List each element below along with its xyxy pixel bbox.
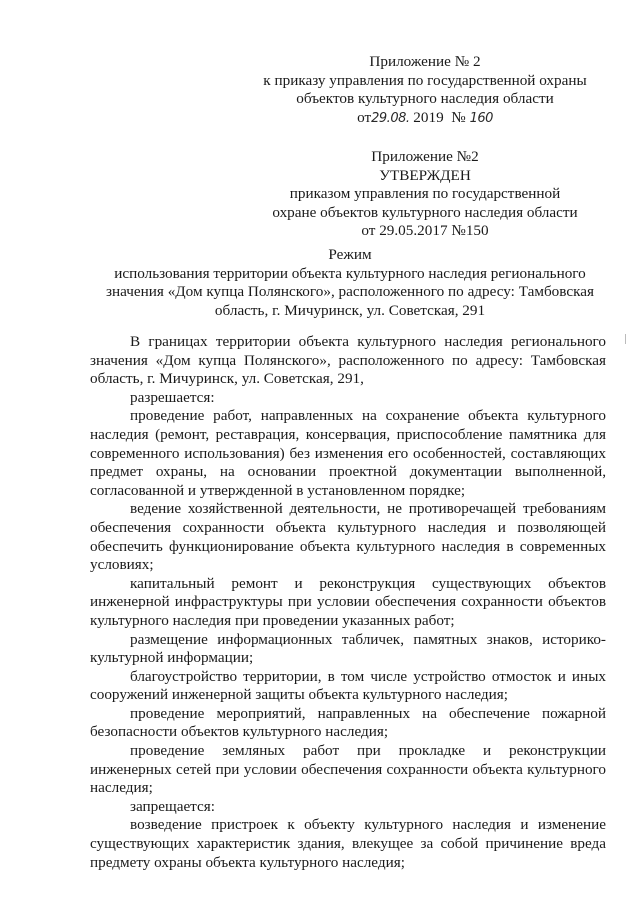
annex-title: Приложение № 2: [369, 53, 481, 70]
body-paragraph: ведение хозяйственной деятельности, не противоречащей требованиям обеспечения сохранности объекта культурного наследия и позволяющей обеспечить функционирование объекта культурного наследия в современных условиях;: [90, 500, 606, 574]
body-paragraph: проведение мероприятий, направленных на обеспечение пожарной безопасности объектов культурного наследия;: [90, 704, 606, 741]
body-paragraph: капитальный ремонт и реконструкция существующих объектов инженерной инфраструктуры при условии обеспечения сохранности объектов культурного наследия при проведении указанных работ;: [90, 574, 606, 629]
number-prefix: №: [451, 108, 466, 126]
annex-order-line: к приказу управления по государственной охраны: [263, 71, 587, 89]
annex-header-approved: [240, 148, 610, 241]
body-paragraph: благоустройство территории, в том числе устройство отмосток и иных сооружений инженерной защиты объекта культурного наследия;: [90, 667, 606, 704]
document-title: [95, 246, 605, 320]
annex-order-line: объектов культурного наследия области: [296, 90, 554, 108]
annex-date-line: [240, 109, 610, 129]
body-paragraph: размещение информационных табличек, памятных знаков, историко-культурной информации;: [90, 630, 606, 667]
annex-title: Приложение №2: [371, 148, 479, 165]
title-line: использования территории объекта культурного наследия регионального: [114, 264, 586, 282]
document-body: [90, 333, 606, 872]
year: 2019: [413, 108, 444, 126]
date-prefix: от: [357, 108, 372, 126]
approved-by-line: приказом управления по государственной: [289, 185, 561, 203]
section-label-forbidden: запрещается:: [130, 797, 215, 815]
body-paragraph: проведение земляных работ при прокладке и реконструкции инженерных сетей при условии обеспечения сохранности объекта культурного наследия;: [90, 742, 606, 797]
title-line: значения «Дом купца Полянского», расположенного по адресу: Тамбовская: [106, 283, 594, 301]
body-paragraph: возведение пристроек к объекту культурного наследия и изменение существующих характеристик здания, влекущее за собой причинение вреда предмету охраны объекта культурного наследия;: [90, 816, 606, 871]
handwritten-date: 29.08.: [371, 110, 410, 126]
approved-label: УТВЕРЖДЕН: [379, 166, 471, 184]
body-paragraph: проведение работ, направленных на сохранение объекта культурного наследия (ремонт, реставрация, консервация, приспособление памятника для современного использования) без изменения его особенностей, составляющих предмет охраны, на основании проектной документации выполненной, согласованной и утвержденной в установленном порядке;: [90, 407, 606, 499]
title-line: область, г. Мичуринск, ул. Советская, 291: [214, 301, 486, 319]
annex-header-current: [240, 53, 610, 128]
section-label-allowed: разрешается:: [130, 388, 215, 406]
scan-margin-mark: [625, 334, 626, 344]
body-paragraph: В границах территории объекта культурного наследия регионального значения «Дом купца Полянского», расположенного по адресу: Тамбовская область, г. Мичуринск, ул. Советская, 291,: [90, 333, 606, 388]
handwritten-number: 160: [469, 110, 493, 126]
approved-by-line: охране объектов культурного наследия области: [272, 203, 578, 221]
approved-date-line: от 29.05.2017 №150: [361, 222, 489, 240]
title-heading: Режим: [328, 246, 372, 263]
